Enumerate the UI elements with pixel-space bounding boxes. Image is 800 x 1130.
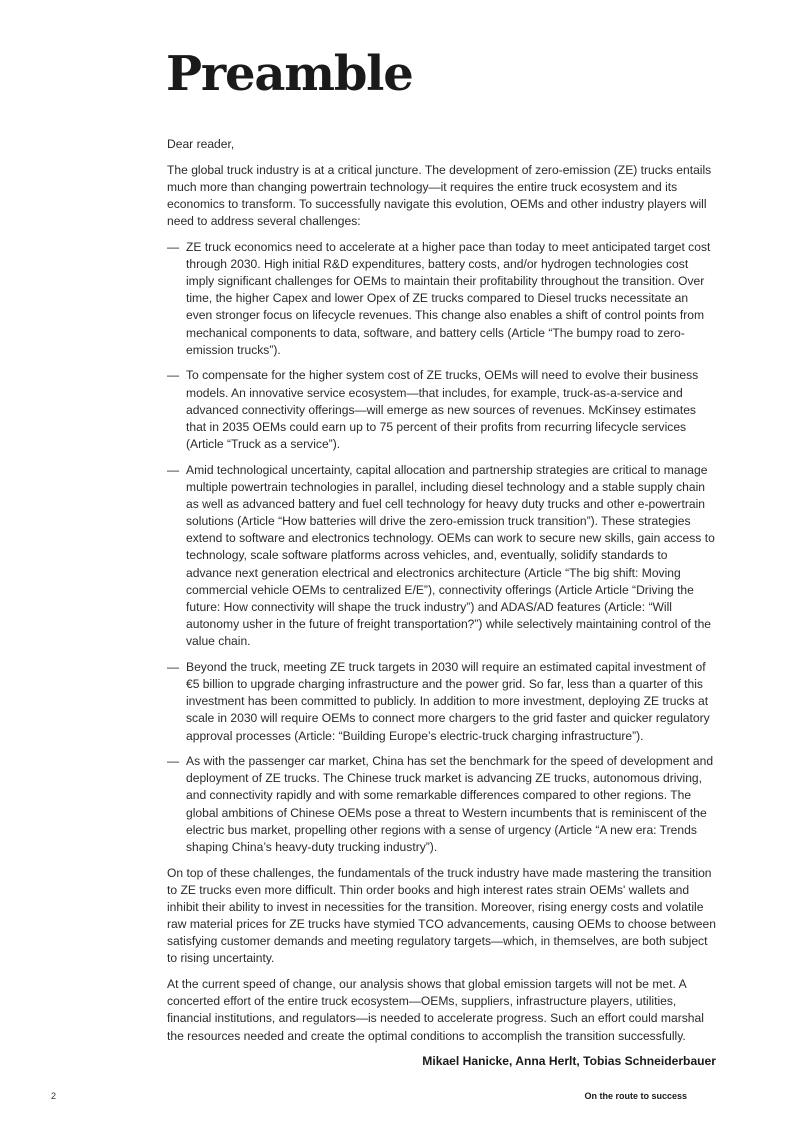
dash-bullet-icon: — — [167, 659, 180, 674]
list-item-text: To compensate for the higher system cost of ZE trucks, OEMs will need to evolve their business models. An innovative service ecosystem—that includes, for example, truck-as-a-service and advanced connectivity offerings—will emerge as new sources of revenues. McKinsey estimates that in 2035 OEMs could earn up to 75 percent of their profits from recurring lifecycle services (Article “Truck as a service”). — [186, 368, 699, 451]
dash-bullet-icon: — — [167, 754, 180, 769]
intro-paragraph: The global truck industry is at a critical juncture. The development of zero-emission (ZE) trucks entails much more than changing powertrain technology—it requires the entire truck ecosystem and its economics to transform. To successfully navigate this evolution, OEMs and other industry players will need to address several challenges: — [167, 162, 712, 229]
salutation: Dear reader, — [167, 137, 235, 151]
list-item — [167, 753, 716, 856]
list-item-text: ZE truck economics need to accelerate at a higher pace than today to meet anticipated target cost through 2030. High initial R&D expenditures, battery costs, and/or hydrogen technologies cost imply significant challenges for OEMs to maintain their profitability throughout the transition. Over time, the higher Capex and lower Opex of ZE trucks compared to Diesel trucks necessitate an even stronger focus on lifecycle revenues. This change also enables a shift of control points from mechanical components to data, software, and battery cells (Article “The bumpy road to zero-emission trucks”). — [186, 239, 711, 357]
conclusion-paragraph: At the current speed of change, our analysis shows that global emission targets will not be met. A concerted effort of the entire truck ecosystem—OEMs, suppliers, infrastructure players, utilities, financial institutions, and regulators—is needed to accelerate progress. Such an effort could marshal the resources needed and create the optimal conditions to accomplish the transition successfully. — [167, 977, 704, 1043]
list-item-text: Amid technological uncertainty, capital allocation and partnership strategies are critical to manage multiple powertrain technologies in parallel, including diesel technology and a stable supply chain as well as advanced battery and fuel cell technology for heavy duty trucks and other e-powertrain solutions (Article “How batteries will drive the zero-emission truck transition”). These strategies extend to software and electronics technology. OEMs can work to secure new skills, gain access to technology, scale software platforms across vehicles, and, eventually, solidify standards to advance next generation electrical and electronics architecture (Article “The big shift: Moving commercial vehicle OEMs to centralized E/E”), connectivity offerings (Article Article “Driving the future: How connectivity will shape the truck industry”) and ADAS/AD features (Article: “Will autonomy usher in the future of freight transportation?”) while selectively maintaining control of the value chain. — [186, 462, 715, 649]
page-title: Preamble — [166, 46, 413, 102]
list-item-text: Beyond the truck, meeting ZE truck targets in 2030 will require an estimated capital investment of €5 billion to upgrade charging infrastructure and the power grid. So far, less than a quarter of this investment has been committed to publicly. In addition to more investment, deploying ZE trucks at scale in 2030 will require OEMs to connect more chargers to the grid faster and quicker regulatory approval processes (Article: “Building Europe’s electric-truck charging infrastructure”). — [186, 659, 710, 743]
challenges-paragraph: On top of these challenges, the fundamentals of the truck industry have made mastering the transition to ZE trucks even more difficult. Thin order books and high interest rates strain OEMs' wallets and inhibit their ability to invest in necessities for the transition. Moreover, rising energy costs and volatile raw material prices for ZE trucks have stymied TCO advancements, causing OEMs to choose between satisfying customer demands and meeting regulatory targets—which, in themselves, are both subject to rising uncertainty. — [167, 865, 716, 966]
page-number: 2 — [51, 1091, 57, 1101]
publication-title: On the route to success — [584, 1091, 687, 1101]
preamble-body — [167, 136, 716, 1079]
list-item — [167, 239, 716, 359]
list-item — [167, 462, 716, 651]
list-item-text: As with the passenger car market, China has set the benchmark for the speed of development and deployment of ZE trucks. The Chinese truck market is advancing ZE trucks, autonomous driving, and connectivity rapidly and with some remarkable differences compared to other regions. The global ambitions of Chinese OEMs pose a threat to Western incumbents that is reminiscent of the electric bus market, propelling other regions with a sense of urgency (Article “A new era: Trends shaping China’s heavy-duty trucking industry”). — [186, 754, 714, 854]
dash-bullet-icon: — — [167, 368, 180, 383]
author-signature: Mikael Hanicke, Anna Herlt, Tobias Schneiderbauer — [422, 1054, 716, 1069]
dash-bullet-icon: — — [167, 239, 180, 254]
list-item — [167, 367, 716, 453]
list-item — [167, 659, 716, 745]
challenges-list — [167, 239, 716, 856]
dash-bullet-icon: — — [167, 462, 180, 477]
